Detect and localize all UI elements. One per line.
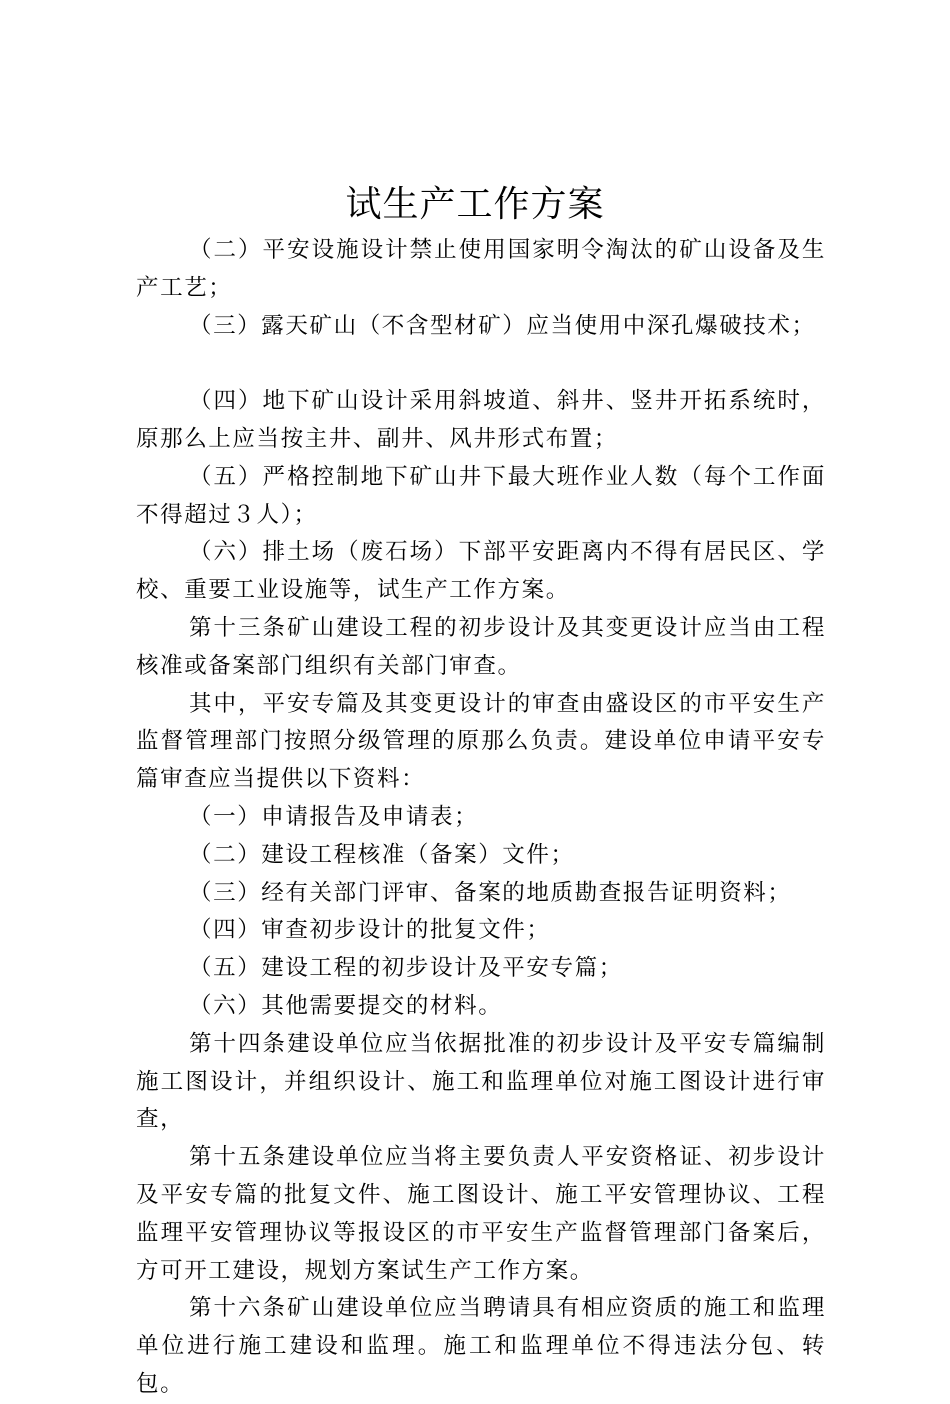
paragraph: （二）建设工程核准（备案）文件； [189, 841, 575, 868]
paragraph: （六）其他需要提交的材料。 [189, 992, 503, 1019]
paragraph: （四）地下矿山设计采用斜坡道、斜井、竖井开拓系统时，原那么上应当按主井、副井、风井形式布置； [136, 388, 826, 452]
blank-line [136, 345, 826, 383]
paragraph: （三）露天矿山（不含型材矿）应当使用中深孔爆破技术； [189, 312, 816, 339]
paragraph: （六）排土场（废石场）下部平安距离内不得有居民区、学校、重要工业设施等，试生产工作方案。 [136, 539, 826, 604]
document-title: 试生产工作方案 [345, 184, 605, 225]
paragraph: 第十六条矿山建设单位应当聘请具有相应资质的施工和监理单位进行施工建设和监理。施工和监理单位不得违法分包、转包。 [136, 1295, 826, 1397]
paragraph: 第十五条建设单位应当将主要负责人平安资格证、初步设计及平安专篇的批复文件、施工图设计、施工平安管理协议、工程监理平安管理协议等报设区的市平安生产监督管理部门备案后，方可开工建设，规划方案试生产工作方案。 [136, 1144, 826, 1284]
paragraph: 其中，平安专篇及其变更设计的审查由盛设区的市平安生产监督管理部门按照分级管理的原那么负责。建设单位申请平安专篇审查应当提供以下资料： [136, 690, 826, 793]
paragraph: （一）申请报告及申请表； [189, 803, 479, 830]
paragraph: （三）经有关部门评审、备案的地质勘查报告证明资料； [189, 879, 792, 906]
paragraph: （二）平安设施设计禁止使用国家明令淘汰的矿山设备及生产工艺； [136, 237, 826, 301]
paragraph: （四）审查初步设计的批复文件； [189, 917, 551, 944]
paragraph: （五）严格控制地下矿山井下最大班作业人数（每个工作面不得超过３人）； [136, 463, 826, 528]
paragraph: （五）建设工程的初步设计及平安专篇； [189, 955, 623, 982]
paragraph: 第十三条矿山建设工程的初步设计及其变更设计应当由工程核准或备案部门组织有关部门审查。 [136, 614, 826, 679]
paragraph: 第十四条建设单位应当依据批准的初步设计及平安专篇编制施工图设计，并组织设计、施工和监理单位对施工图设计进行审查， [136, 1030, 826, 1133]
document-body [136, 232, 826, 1404]
